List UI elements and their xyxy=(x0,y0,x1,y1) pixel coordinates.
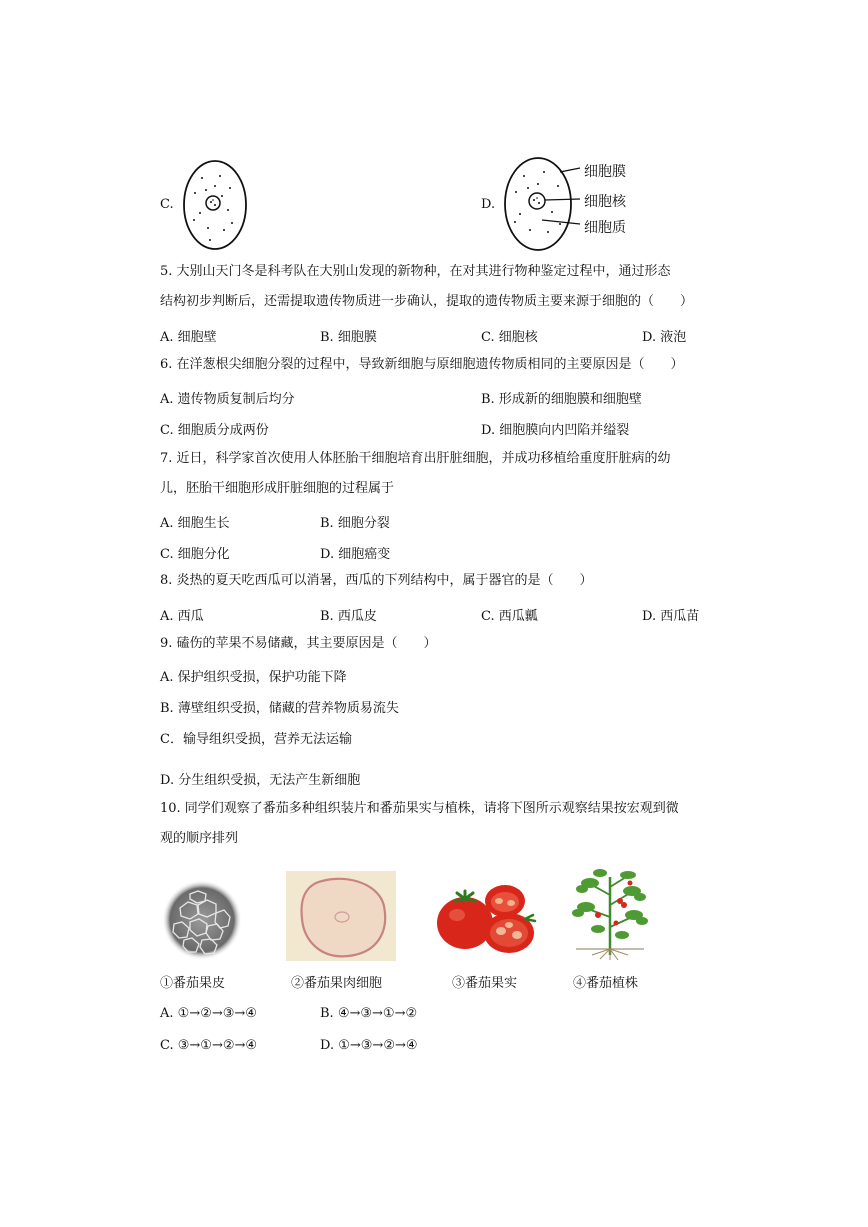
caption-tomato-pulp-cell: ②番茄果肉细胞 xyxy=(291,976,383,991)
question-8-line-1: 8. 炎热的夏天吃西瓜可以消暑，西瓜的下列结构中，属于器官的是（ ） xyxy=(160,573,593,588)
q10-option-c: C. ③→①→②→④ xyxy=(160,1038,258,1053)
caption-tomato-fruit: ③番茄果实 xyxy=(452,976,518,991)
caption-tomato-plant: ④番茄植株 xyxy=(573,976,639,991)
question-10-line-2: 观的顺序排列 xyxy=(160,831,239,846)
question-5-line-1: 5. 大别山天门冬是科考队在大别山发现的新物种，在对其进行物种鉴定过程中，通过形态 xyxy=(160,264,671,279)
question-10-line-1: 10. 同学们观察了番茄多种组织装片和番茄果实与植株，请将下图所示观察结果按宏观到微 xyxy=(160,801,679,816)
tomato-fruit-image xyxy=(433,875,543,960)
q9-option-d: D. 分生组织受损，无法产生新细胞 xyxy=(160,773,361,788)
q6-option-d: D. 细胞膜向内凹陷并缢裂 xyxy=(481,423,630,438)
q9-option-b: B. 薄壁组织受损，储藏的营养物质易流失 xyxy=(160,701,399,716)
question-5-line-2: 结构初步判断后，还需提取遗传物质进一步确认，提取的遗传物质主要来源于细胞的（ ） xyxy=(160,294,694,309)
figure-d-label: D. xyxy=(481,197,496,212)
q5-option-c: C. 细胞核 xyxy=(481,330,538,345)
question-6-line-1: 6. 在洋葱根尖细胞分裂的过程中，导致新细胞与原细胞遗传物质相同的主要原因是（ ） xyxy=(160,357,684,372)
question-7-line-1: 7. 近日，科学家首次使用人体胚胎干细胞培育出肝脏细胞，并成功移植给重度肝脏病的幼 xyxy=(160,451,671,466)
q5-option-b: B. 细胞膜 xyxy=(320,330,377,345)
caption-tomato-peel: ①番茄果皮 xyxy=(160,976,226,991)
q6-option-b: B. 形成新的细胞膜和细胞壁 xyxy=(481,392,642,407)
annotation-cell-membrane: 细胞膜 xyxy=(584,164,626,180)
q7-option-b: B. 细胞分裂 xyxy=(320,516,390,531)
q8-option-b: B. 西瓜皮 xyxy=(320,609,377,624)
figure-c-label: C. xyxy=(160,197,174,212)
q8-option-d: D. 西瓜苗 xyxy=(642,609,700,624)
q10-option-a: A. ①→②→③→④ xyxy=(160,1006,257,1021)
q6-option-c: C. 细胞质分成两份 xyxy=(160,423,269,438)
q6-option-a: A. 遗传物质复制后均分 xyxy=(160,392,295,407)
q8-option-c: C. 西瓜瓤 xyxy=(481,609,538,624)
tomato-peel-micrograph xyxy=(160,878,245,963)
pulp-cell-drawing xyxy=(286,871,396,961)
question-7-line-2: 儿，胚胎干细胞形成肝脏细胞的过程属于 xyxy=(160,481,395,496)
q10-option-b: B. ④→③→①→② xyxy=(320,1006,418,1021)
q10-option-d: D. ①→③→②→④ xyxy=(320,1038,418,1053)
tomato-pulp-cell-image xyxy=(286,871,396,961)
q7-option-d: D. 细胞癌变 xyxy=(320,547,391,562)
q5-option-d: D. 液泡 xyxy=(642,330,687,345)
question-9-line-1: 9. 磕伤的苹果不易储藏，其主要原因是（ ） xyxy=(160,636,437,651)
q8-option-a: A. 西瓜 xyxy=(160,609,204,624)
annotation-nucleus: 细胞核 xyxy=(584,194,626,210)
q7-option-c: C. 细胞分化 xyxy=(160,547,230,562)
q7-option-a: A. 细胞生长 xyxy=(160,516,230,531)
cell-diagram-c xyxy=(180,158,250,253)
q5-option-a: A. 细胞壁 xyxy=(160,330,217,345)
q9-option-c: C．输导组织受损，营养无法运输 xyxy=(160,732,352,747)
annotation-cytoplasm: 细胞质 xyxy=(584,220,626,236)
q9-option-a: A. 保护组织受损，保护功能下降 xyxy=(160,670,347,685)
tomato-plant-image xyxy=(570,865,650,960)
